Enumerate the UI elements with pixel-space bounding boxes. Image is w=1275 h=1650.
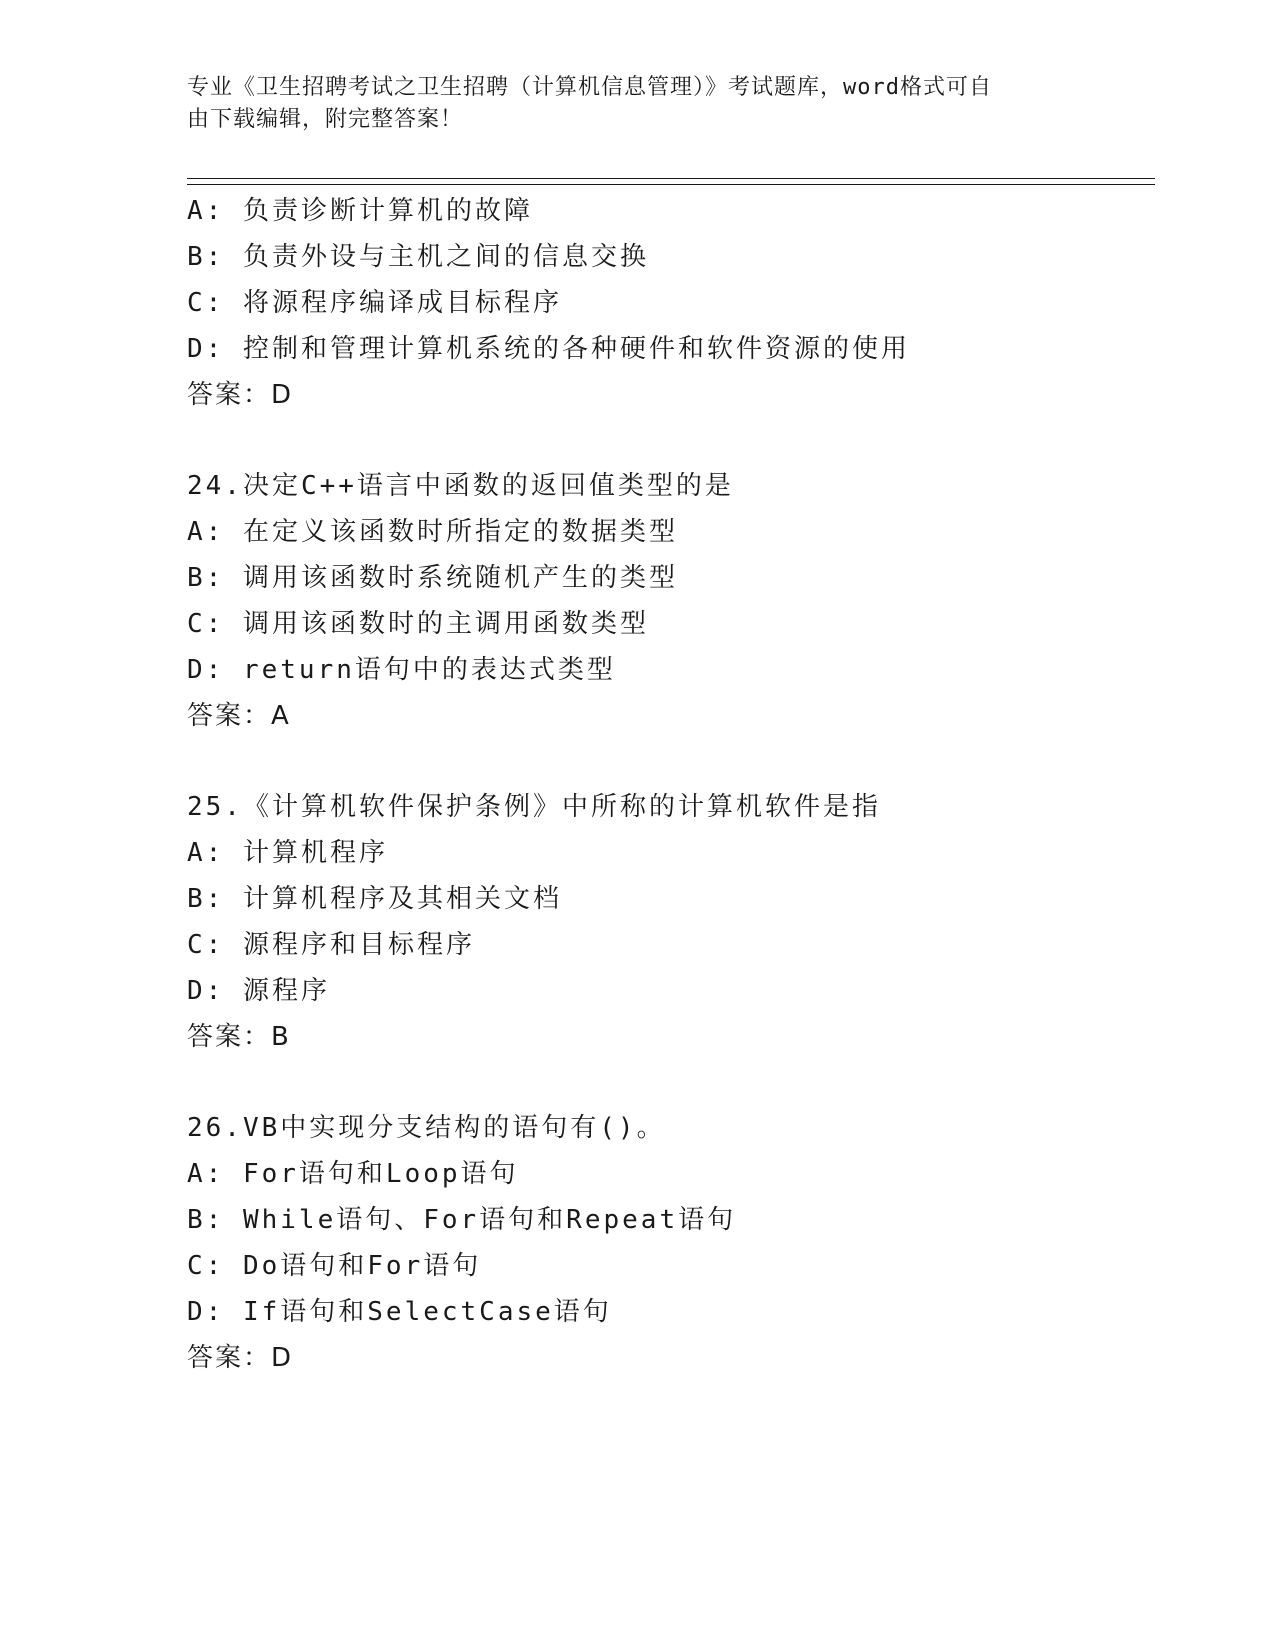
option-d: D: 控制和管理计算机系统的各种硬件和软件资源的使用: [187, 334, 910, 364]
header-line-2: 由下载编辑，附完整答案！: [187, 107, 464, 132]
option-a: A: 计算机程序: [187, 838, 388, 868]
block-spacer: [187, 739, 1155, 784]
option-b: B: 计算机程序及其相关文档: [187, 884, 562, 914]
question-text: 26.VB中实现分支结构的语句有()。: [187, 1113, 666, 1143]
option-c: C: 调用该函数时的主调用函数类型: [187, 609, 649, 639]
document-header: [187, 72, 1087, 136]
option-b: B: 负责外设与主机之间的信息交换: [187, 242, 649, 272]
question-block: [187, 188, 1155, 418]
question-block: [187, 1105, 1155, 1381]
option-c: C: 源程序和目标程序: [187, 930, 475, 960]
option-d: D: return语句中的表达式类型: [187, 655, 616, 685]
question-text: 25.《计算机软件保护条例》中所称的计算机软件是指: [187, 792, 881, 822]
question-block: [187, 784, 1155, 1060]
option-b: B: 调用该函数时系统随机产生的类型: [187, 563, 678, 593]
header-double-rule: [187, 178, 1155, 185]
option-d: D: 源程序: [187, 976, 330, 1006]
question-block: [187, 463, 1155, 739]
option-c: C: Do语句和For语句: [187, 1251, 482, 1281]
answer-line: 答案：A: [187, 701, 291, 731]
header-line-1: 专业《卫生招聘考试之卫生招聘（计算机信息管理）》考试题库，word格式可自: [187, 75, 992, 100]
question-text: 24.决定C++语言中函数的返回值类型的是: [187, 471, 734, 501]
block-spacer: [187, 418, 1155, 463]
option-a: A: 在定义该函数时所指定的数据类型: [187, 517, 678, 547]
question-list: [187, 188, 1155, 1381]
block-spacer: [187, 1060, 1155, 1105]
answer-line: 答案：B: [187, 1022, 291, 1052]
answer-line: 答案：D: [187, 380, 294, 410]
option-a: A: 负责诊断计算机的故障: [187, 196, 533, 226]
option-b: B: While语句、For语句和Repeat语句: [187, 1205, 737, 1235]
option-c: C: 将源程序编译成目标程序: [187, 288, 562, 318]
answer-line: 答案：D: [187, 1343, 294, 1373]
option-d: D: If语句和SelectCase语句: [187, 1297, 612, 1327]
option-a: A: For语句和Loop语句: [187, 1159, 519, 1189]
